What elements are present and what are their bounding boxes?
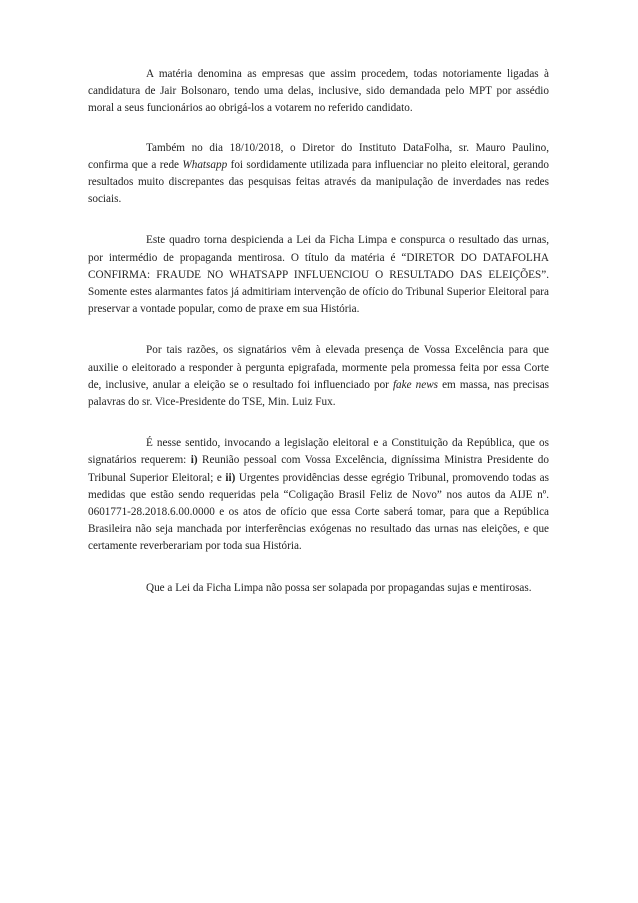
paragraph-5-text-b: Reunião pessoal com Vossa Excelência, digníssima Ministra Presidente do Tribunal Superior Eleitoral; e (88, 454, 549, 484)
paragraph-2-text-b: foi sordidamente utilizada para influenciar no pleito eleitoral, gerando resultados muito discrepantes das pesquisas feitas através da manipulação de inverdades nas redes sociais. (88, 158, 549, 206)
document-page (88, 66, 549, 597)
paragraph-4-fake-news: fake news (392, 378, 439, 391)
paragraph-3: Este quadro torna despicienda a Lei da Ficha Limpa e conspurca o resultado das urnas, por intermédio de propaganda mentirosa. O título da matéria é “DIRETOR DO DATAFOLHA CONFIRMA: FRAUDE NO WHATSAPP INFLUENCIOU O RESULTADO DAS ELEIÇÕES”. Somente estes alarmantes fatos já admitiriam intervenção de ofício do Tribunal Superior Eleitoral para preservar a vontade popular, como de praxe em sua História. (88, 234, 549, 316)
paragraph-2-whatsapp: Whatsapp (182, 158, 228, 171)
paragraph-1: A matéria denomina as empresas que assim procedem, todas notoriamente ligadas à candidatura de Jair Bolsonaro, tendo uma delas, inclusive, sido demandada pelo MPT por assédio moral a seus funcionários ao obrigá-los a votarem no referido candidato. (88, 68, 549, 115)
paragraph-4 (88, 342, 549, 411)
paragraph-5 (88, 435, 549, 555)
paragraph-2-text-a: Também no dia 18/10/2018, o Diretor do Instituto DataFolha, sr. Mauro Paulino, confirma que a rede (88, 141, 549, 171)
paragraph-2 (88, 140, 549, 209)
paragraph-5-item-i: i) (190, 454, 198, 467)
paragraph-4-text-a: Por tais razões, os signatários vêm à elevada presença de Vossa Excelência para que auxilie o eleitorado a responder à pergunta epigrafada, mormente pela promessa feita por essa Corte de, inclusive, anular a eleição se o resultado foi influenciado por (88, 344, 549, 391)
paragraph-4-text-b: em massa, nas precisas palavras do sr. Vice-Presidente do TSE, Min. Luiz Fux. (88, 378, 550, 409)
paragraph-5-item-ii: ii) (225, 471, 236, 484)
paragraph-6: Que a Lei da Ficha Limpa não possa ser solapada por propagandas sujas e mentirosas. (146, 581, 532, 594)
paragraph-5-text-a: É nesse sentido, invocando a legislação eleitoral e a Constituição da República, que os signatários requerem: (88, 437, 549, 467)
paragraph-5-text-c: Urgentes providências desse egrégio Tribunal, promovendo todas as medidas que estão sendo requeridas pela “Coligação Brasil Feliz de Novo” nos autos da AIJE nº. 0601771-28.2018.6.00.0000 e os atos de ofício que essa Corte saberá tomar, para que a República Brasileira não seja manchada por interferências exógenas no resultado das urnas nas eleições, e que certamente reverberariam por toda sua História. (88, 471, 549, 553)
